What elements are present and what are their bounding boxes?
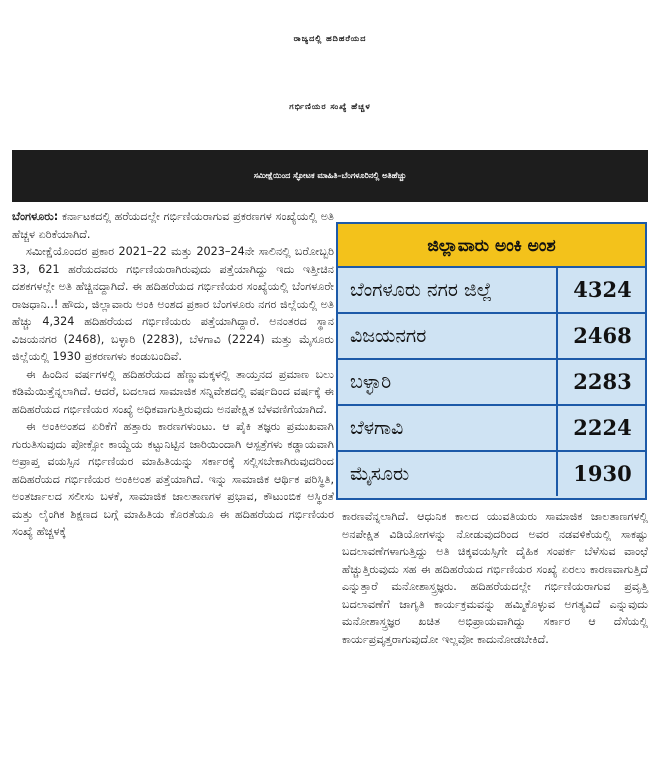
- article-paragraph-1: [12, 208, 334, 243]
- table-row: [338, 360, 645, 406]
- district-count: 4324: [573, 277, 632, 302]
- article-paragraph-4: ಈ ಅಂಕಿಅಂಶದ ಏರಿಕೆಗೆ ಹತ್ತಾರು ಕಾರಣಗಳುಂಟು. ಆ ಪೈಕಿ ತಜ್ಞರು ಪ್ರಮುಖವಾಗಿ ಗುರುತಿಸುವುದು ಪೋಕ್ಸೋ ಕಾಯ್ದೆಯ ಕಟ್ಟುನಿಟ್ಟಿನ ಜಾರಿಯಿಂದಾಗಿ ಆಸ್ಪತ್ರೆಗಳು ಕಡ್ಡಾಯವಾಗಿ ಅಪ್ರಾಪ್ತ ವಯಸ್ಸಿನ ಗರ್ಭಿಣಿಯರ ಮಾಹಿತಿಯನ್ನು ಸರ್ಕಾರಕ್ಕೆ ಸಲ್ಲಿಸಬೇಕಾಗಿರುವುದರಿಂದ ಹದಿಹರೆಯದ ಗರ್ಭಿಣಿಯರ ಅಂಕಿಅಂಶ ಪತ್ತೆಯಾಗಿದೆ. ಇನ್ನು ಸಾಮಾಜಿಕ ಆರ್ಥಿಕ ಪರಿಸ್ಥಿತಿ, ಅಂತರ್ಜಾಲದ ಸಲೀಸು ಬಳಕೆ, ಸಾಮಾಜಿಕ ಜಾಲತಾಣಗಳ ಪ್ರಭಾವ, ಕೌಟುಂಬಿಕ ಅಸ್ಥಿರತೆ ಮತ್ತು ಲೈಂಗಿಕ ಶಿಕ್ಷಣದ ಬಗ್ಗೆ ಮಾಹಿತಿಯ ಕೊರತೆಯೂ ಈ ಹದಿಹರೆಯದ ಗರ್ಭಿಣಿಯರ ಸಂಖ್ಯೆ ಹೆಚ್ಚಳಕ್ಕೆ: [12, 420, 334, 538]
- district-name: ಬಳ್ಳಾರಿ: [338, 360, 558, 404]
- article-paragraph-3: ಈ ಹಿಂದಿನ ವರ್ಷಗಳಲ್ಲಿ ಹದಿಹರೆಯದ ಹೆಣ್ಣುಮಕ್ಕಳಲ್ಲಿ ತಾಯ್ತನದ ಪ್ರಮಾಣ ಬಲು ಕಡಿಮೆಯಿತ್ತೆನ್ನಲಾಗಿದೆ. ಆದರೆ, ಬದಲಾದ ಸಾಮಾಜಿಕ ಸನ್ನಿವೇಶದಲ್ಲಿ ವರ್ಷದಿಂದ ವರ್ಷಕ್ಕೆ ಈ ಹದಿಹರೆಯದ ಗರ್ಭಿಣಿಯರ ಸಂಖ್ಯೆ ಅಧಿಕವಾಗುತ್ತಿರುವುದು ಅನಪೇಕ್ಷಿತ ಬೆಳವಣಿಗೆಯಾಗಿದೆ.: [12, 367, 334, 416]
- district-name: ವಿಜಯನಗರ: [338, 314, 558, 358]
- district-count: 1930: [573, 461, 632, 486]
- article-paragraph-2: ಸಮೀಕ್ಷೆಯೊಂದರ ಪ್ರಕಾರ 2021–22 ಮತ್ತು 2023–24ನೇ ಸಾಲಿನಲ್ಲಿ ಬರೋಬ್ಬರಿ 33, 621 ಹರೆಯದವರು ಗರ್ಭಿಣಿಯರಾಗಿರುವುದು ಪತ್ತೆಯಾಗಿದ್ದು ಇದು ಇತ್ತೀಚಿನ ದಶಕಗಳಲ್ಲೇ ಅತಿ ಹೆಚ್ಚಿನದ್ದಾಗಿದೆ. ಈ ಹದಿಹರೆಯದ ಗರ್ಭಿಣಿಯರ ಸಂಖ್ಯೆಯಲ್ಲಿ ಬೆಂಗಳೂರೇ ರಾಜಧಾನಿ..! ಹೌದು, ಜಿಲ್ಲಾವಾರು ಅಂಕಿ ಅಂಶದ ಪ್ರಕಾರ ಬೆಂಗಳೂರು ನಗರ ಜಿಲ್ಲೆಯಲ್ಲಿ ಅತಿ ಹೆಚ್ಚು 4,324 ಹದಿಹರೆಯದ ಗರ್ಭಿಣಿಯರು ಪತ್ತೆಯಾಗಿದ್ದಾರೆ. ಅನಂತರದ ಸ್ಥಾನ ವಿಜಯನಗರ (2468), ಬಳ್ಳಾರಿ (2283), ಬೆಳಗಾವಿ (2224) ಮತ್ತು ಮೈಸೂರು ಜಿಲ್ಲೆಯಲ್ಲಿ 1930 ಪ್ರಕರಣಗಳು ಕಂಡುಬಂದಿವೆ.: [12, 245, 334, 363]
- dateline: ಬೆಂಗಳೂರು:: [12, 210, 59, 223]
- article-paragraph-5: ಕಾರಣವೆನ್ನಲಾಗಿದೆ. ಆಧುನಿಕ ಕಾಲದ ಯುವತಿಯರು ಸಾಮಾಜಿಕ ಜಾಲತಾಣಗಳಲ್ಲಿ ಅನಪೇಕ್ಷಿತ ವಿಡಿಯೋಗಳನ್ನು ನೋಡುವುದರಿಂದ ಅವರ ನಡವಳಿಕೆಯಲ್ಲಿ ಸಾಕಷ್ಟು ಬದಲಾವಣೆಗಳಾಗುತ್ತಿದ್ದು ಅತಿ ಚಿಕ್ಕವಯಸ್ಸಿಗೇ ದೈಹಿಕ ಸಂಪರ್ಕ ಬೆಳೆಸುವ ವಾಂಛೆ ಹೆಚ್ಚುತ್ತಿರುವುದು ಸಹ ಈ ಹದಿಹರೆಯದ ಗರ್ಭಿಣಿಯರ ಸಂಖ್ಯೆ ಏರಲು ಕಾರಣವಾಗುತ್ತಿದೆ ಎನ್ನುತ್ತಾರೆ ಮನೋಶಾಸ್ತ್ರಜ್ಞರು. ಹದಿಹರೆಯದಲ್ಲೇ ಗರ್ಭಿಣಿಯರಾಗುವ ಪ್ರವೃತ್ತಿ ಬದಲಾವಣೆಗೆ ಜಾಗೃತಿ ಕಾರ್ಯಕ್ರಮವನ್ನು ಹಮ್ಮಿಕೊಳ್ಳುವ ಅಗತ್ಯವಿದೆ ಎನ್ನುವುದು ಮನೋಶಾಸ್ತ್ರಜ್ಞರ ಖಚಿತ ಅಭಿಪ್ರಾಯವಾಗಿದ್ದು ಸರ್ಕಾರ ಆ ದೆಸೆಯಲ್ಲಿ ಕಾರ್ಯಪ್ರವೃತ್ತರಾಗುವುದೋ ಇಲ್ಲವೋ ಕಾದುನೋಡಬೇಕಿದೆ.: [342, 510, 648, 646]
- district-count: 2283: [573, 369, 632, 394]
- district-name: ಬೆಂಗಳೂರು ನಗರ ಜಿಲ್ಲೆ: [338, 268, 558, 312]
- table-row: [338, 268, 645, 314]
- district-count: 2468: [573, 323, 632, 348]
- district-stats-table: [336, 222, 647, 500]
- district-name: ಬೆಳಗಾವಿ: [338, 406, 558, 450]
- district-count: 2224: [573, 415, 632, 440]
- district-name: ಮೈಸೂರು: [338, 452, 558, 496]
- article-column-left: [12, 208, 334, 541]
- subheadline-banner: ಸಮೀಕ್ಷೆಯಿಂದ ಸ್ಫೋಟಕ ಮಾಹಿತಿ–ಬೆಂಗಳೂರಿನಲ್ಲಿ ಅತಿಹೆಚ್ಚು: [12, 150, 648, 202]
- article-column-right: [342, 508, 648, 648]
- headline-line-1: ರಾಜ್ಯದಲ್ಲಿ ಹದಿಹರೆಯದ: [293, 34, 367, 43]
- paragraph-1-text: ಕರ್ನಾಟಕದಲ್ಲಿ ಹರೆಯದಲ್ಲೇ ಗರ್ಭಿಣಿಯರಾಗುವ ಪ್ರಕರಣಗಳ ಸಂಖ್ಯೆಯಲ್ಲಿ ಅತಿ ಹೆಚ್ಚಳ ಏರಿಕೆಯಾಗಿದೆ.: [12, 210, 334, 241]
- table-title: ಜಿಲ್ಲಾವಾರು ಅಂಕಿ ಅಂಶ: [338, 224, 645, 268]
- table-row: [338, 314, 645, 360]
- table-row: [338, 452, 645, 498]
- headline-line-2: ಗರ್ಭಿಣಿಯರ ಸಂಖ್ಯೆ ಹೆಚ್ಚಳ: [289, 102, 371, 111]
- table-row: [338, 406, 645, 452]
